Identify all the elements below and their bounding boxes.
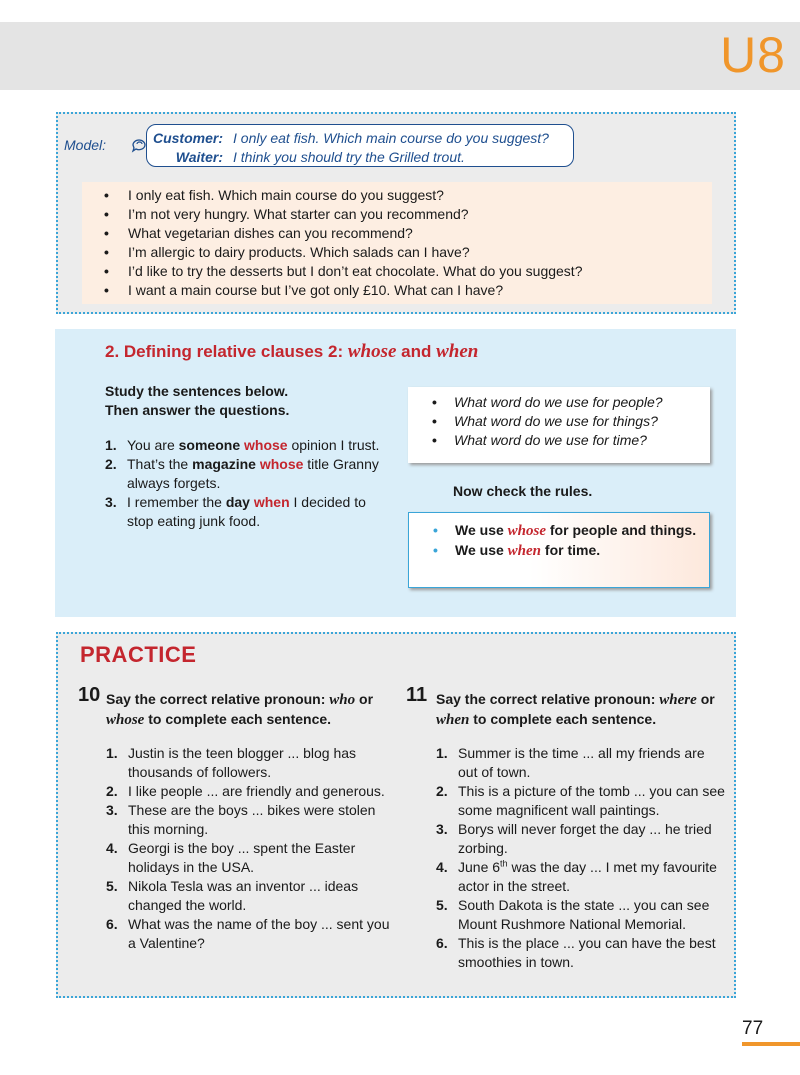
item-date-suffix: th	[500, 858, 508, 869]
heading-word: whose	[106, 712, 145, 728]
example-text: I decided to stop eating junk food.	[127, 494, 366, 529]
list-item: • What word do we use for things?	[432, 412, 710, 431]
example-text: I remember the	[127, 494, 226, 510]
item-number: 6.	[436, 935, 448, 951]
customer-text: I only eat fish. Which main course do you suggest?	[233, 130, 549, 146]
example-noun: magazine	[192, 456, 256, 472]
item-number: 1.	[106, 745, 118, 761]
dialogue-bubble	[146, 124, 574, 167]
header-band	[0, 22, 800, 90]
list-item: • I’m not very hungry. What starter can you recommend?	[104, 205, 712, 224]
study-line-1: Study the sentences below.	[105, 383, 289, 399]
item-number: 4.	[436, 859, 448, 875]
waiter-speaker: Waiter:	[175, 149, 223, 165]
rule-text: We use	[455, 522, 504, 538]
model-label: Model:	[64, 137, 107, 153]
example-text: You are	[127, 437, 179, 453]
example-pronoun: when	[253, 494, 290, 510]
list-item	[105, 455, 395, 493]
customer-line	[151, 129, 573, 148]
list-item	[106, 839, 396, 877]
item-text: This is the place ... you can have the best smoothies in town.	[458, 935, 716, 970]
rule-word-whose: whose	[507, 523, 546, 539]
item-text: These are the boys ... bikes were stolen this morning.	[128, 802, 376, 837]
rules-card	[408, 512, 710, 588]
list-item	[106, 877, 396, 915]
example-text: That’s the	[127, 456, 193, 472]
heading-text: Say the correct relative pronoun:	[106, 691, 326, 707]
list-item: • What word do we use for time?	[432, 431, 710, 450]
practice-title: PRACTICE	[80, 642, 197, 667]
list-item	[106, 782, 396, 801]
example-text: opinion I trust.	[287, 437, 380, 453]
page-number-rule	[742, 1042, 800, 1046]
item-text: South Dakota is the state ... you can see Mount Rushmore National Memorial.	[458, 897, 710, 932]
item-text: This is a picture of the tomb ... you can see some magnificent wall paintings.	[458, 783, 725, 818]
item-number: 4.	[106, 840, 118, 856]
item-number: 2.	[106, 783, 118, 799]
list-item	[106, 915, 396, 953]
list-item	[436, 934, 726, 972]
item-number: 3.	[105, 494, 117, 510]
rule-text: for time.	[544, 542, 601, 558]
example-text: title Granny always forgets.	[127, 456, 379, 491]
waiter-line	[151, 148, 573, 167]
list-item	[106, 744, 396, 782]
heading-text: to complete each sentence.	[148, 711, 332, 727]
heading-text: or	[700, 691, 715, 707]
list-item: • I want a main course but I’ve got only £10. What can I have?	[104, 281, 712, 300]
heading-text: to complete each sentence.	[473, 711, 657, 727]
list-item	[436, 782, 726, 820]
item-text: What was the name of the boy ... sent you a Valentine?	[128, 916, 390, 951]
grammar-title-when: when	[436, 341, 479, 362]
rule-text: We use	[455, 542, 504, 558]
example-noun: someone	[178, 437, 241, 453]
list-item	[105, 493, 395, 531]
grammar-title-whose: whose	[347, 341, 397, 362]
heading-word: where	[659, 692, 697, 708]
page-number: 77	[742, 1018, 764, 1039]
grammar-title-prefix: 2. Defining relative clauses 2:	[105, 342, 344, 361]
list-item: • What word do we use for people?	[432, 393, 710, 412]
grammar-title	[105, 341, 478, 363]
customer-speaker: Customer:	[152, 130, 223, 146]
item-number: 3.	[436, 821, 448, 837]
questions-card	[408, 387, 710, 463]
list-item	[436, 896, 726, 934]
item-number: 5.	[106, 878, 118, 894]
item-number: 1.	[436, 745, 448, 761]
list-item: • I’m allergic to dairy products. Which salads can I have?	[104, 243, 712, 262]
unit-label: U8	[720, 27, 786, 83]
heading-word: when	[436, 712, 470, 728]
item-number: 3.	[106, 802, 118, 818]
exercise-11-heading	[436, 690, 726, 730]
item-date: June 6	[458, 859, 501, 875]
item-text: Summer is the time ... all my friends are out of town.	[458, 745, 705, 780]
list-item: • I’d like to try the desserts but I don’t eat chocolate. What do you suggest?	[104, 262, 712, 281]
exercise-10-number: 10	[78, 684, 101, 706]
rule-item	[433, 521, 709, 541]
item-text: I like people ... are friendly and generous.	[128, 783, 385, 799]
example-noun: day	[225, 494, 250, 510]
waiter-text: I think you should try the Grilled trout.	[233, 149, 465, 165]
prompt-list	[104, 186, 712, 300]
item-number: 5.	[436, 897, 448, 913]
check-rules-label: Now check the rules.	[453, 483, 593, 499]
example-pronoun: whose	[244, 437, 288, 453]
heading-text: Say the correct relative pronoun:	[436, 691, 656, 707]
grammar-title-and: and	[401, 342, 432, 361]
item-number: 1.	[105, 437, 117, 453]
list-item: • I only eat fish. Which main course do you suggest?	[104, 186, 712, 205]
exercise-11-list	[436, 744, 726, 972]
item-text: Borys will never forget the day ... he tried zorbing.	[458, 821, 712, 856]
rule-text: for people and things.	[549, 522, 697, 538]
rule-word-when: when	[507, 543, 542, 559]
list-item	[105, 436, 395, 455]
practice-section	[56, 632, 736, 998]
exercise-10-heading	[106, 690, 381, 730]
example-sentences	[105, 436, 395, 531]
item-number: 6.	[106, 916, 118, 932]
rule-item	[433, 541, 709, 561]
item-number: 2.	[105, 456, 117, 472]
list-item	[106, 801, 396, 839]
exercise-11-number: 11	[406, 684, 428, 706]
list-item	[436, 858, 726, 896]
heading-text: or	[359, 691, 374, 707]
item-text: was the day ... I met my favourite actor in the street.	[458, 859, 717, 894]
exercise-10-list	[106, 744, 396, 953]
item-text: Georgi is the boy ... spent the Easter holidays in the USA.	[128, 840, 356, 875]
item-text: Nikola Tesla was an inventor ... ideas changed the world.	[128, 878, 359, 913]
model-dialogue-box	[56, 112, 736, 314]
prompt-list-panel	[82, 182, 712, 304]
item-number: 2.	[436, 783, 448, 799]
grammar-section	[55, 329, 736, 617]
list-item	[436, 744, 726, 782]
heading-word: who	[329, 692, 356, 708]
study-line-2: Then answer the questions.	[105, 402, 290, 418]
example-pronoun: whose	[259, 456, 304, 472]
item-text: Justin is the teen blogger ... blog has thousands of followers.	[128, 745, 357, 780]
list-item	[436, 820, 726, 858]
list-item: • What vegetarian dishes can you recommend?	[104, 224, 712, 243]
study-instructions	[105, 382, 289, 420]
